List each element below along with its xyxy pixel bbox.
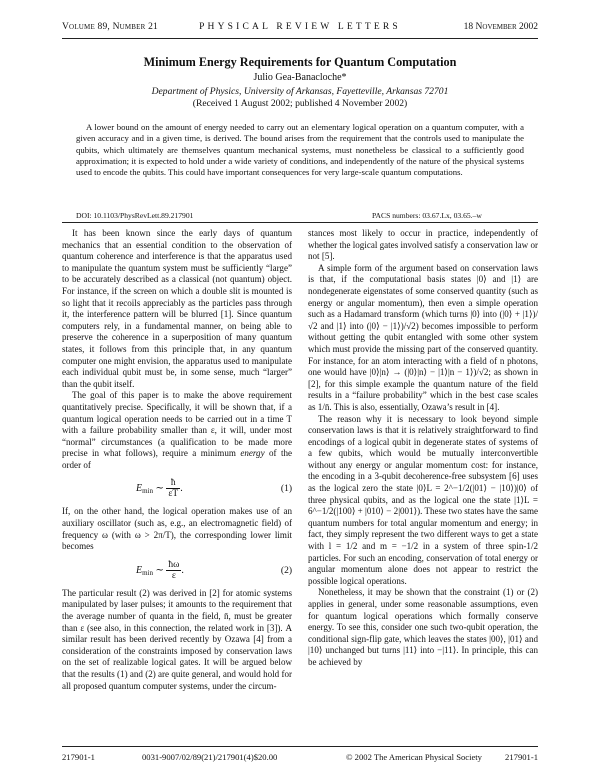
abstract: A lower bound on the amount of energy needed to carry out an elementary logical operation on a quantum computer, with a given accuracy and in a given time, is derived. The bound arises from the requirement that the controls used to manipulate the qubits, which ultimately are themselves quantum mechanical systems, must nonetheless be classical to a sufficiently good approximation; it is expected to hold under a wide variety of conditions, and independently of the nature of the physical systems used to encode the qubits. This could have important consequences for very large-scale quantum computations. xyxy=(76,122,524,178)
issue-date: 18 November 2002 xyxy=(463,22,538,32)
volume-label: Volume 89, Number 21 xyxy=(62,22,159,32)
paragraph: Nonetheless, it may be shown that the constraint (1) or (2) applies in general, under some reasonable assumptions, even for quantum logical operations which formally conserve energy. To see this, consider one such two-qubit operation, the conditional sign-flip gate, which leaves the states |00⟩, |01⟩ and |10⟩ unchanged but turns |11⟩ into −|11⟩. In principle, this can be achieved by xyxy=(308,587,538,667)
left-column xyxy=(62,228,292,692)
received-dates: (Received 1 August 2002; published 4 November 2002) xyxy=(192,98,408,109)
doi: DOI: 10.1103/PhysRevLett.89.217901 xyxy=(76,211,194,220)
paragraph: The reason why it is necessary to look beyond simple conservation laws is that it is relatively straightforward to find encodings of a logical qubit in degenerate states of systems of a few qubits, which would be mutually interconvertible without any energy or angular momentum cost: for instance, the encoding in a 3-qubit decoherence-free subsystem [6] uses as the logical zero the state |0⟩L = 2^−1/2(|01⟩ − |10⟩)|0⟩ of three physical qubits, and as the logical one the state |1⟩L = 6^−1/2(|100⟩ + |010⟩ − 2|001⟩). These two states have the same quantum numbers for total angular momentum and energy; in fact, they simply represent the two different ways to get a state with l = 1/2 and m = −1/2 in a system of three spin-1/2 particles. For such an encoding, conservation of total energy or angular momentum alone does not appear to restrict the possible logical operations. xyxy=(308,413,538,586)
affiliation: Department of Physics, University of Arkansas, Fayetteville, Arkansas 72701 xyxy=(151,86,449,97)
equation-2: $E_{min}$ ∼ $\frac{ħ\omega}{\varepsilon}$ . (2) xyxy=(136,559,292,581)
author-name: Julio Gea-Banacloche* xyxy=(253,72,347,83)
page-number-left: 217901-1 xyxy=(62,752,95,762)
paragraph: It has been known since the early days of quantum mechanics that an essential condition to the observation of quantum coherence and interference is that the apparatus used to manipulate the quantum system must be sufficiently “large” to be accurately described as a classical (not quantum) object. For instance, if the screen on which a double slit is mounted is so light that it recoils appreciably as the particles pass through it, the interference pattern will be blurred [1]. Since quantum computers rely, in a fundamental manner, on being able to preserve the coherence in a superposition of many quantum states, it follows from this principle that, in any quantum computer one might envision, the apparatus used to manipulate each individual qubit must be, in some sense, much “larger” than the qubit itself. xyxy=(62,228,292,389)
paragraph: stances most likely to occur in practice, independently of whether the logical gates involved satisfy a conservation law or not [5]. xyxy=(308,228,538,262)
running-header xyxy=(62,22,538,36)
journal-name: PHYSICAL REVIEW LETTERS xyxy=(199,22,401,32)
abstract-rule xyxy=(62,222,538,223)
equation-number: (2) xyxy=(280,565,292,576)
paragraph: The particular result (2) was derived in [2] for atomic systems manipulated by laser pulses; it amounts to the requirement that the average number of quanta in the field, n̄, must be greater than ε (see also, in this connection, the related work in [3]). A similar result has been derived recently by Ozawa [4] from a consideration of the constraints imposed by conservation laws on the set of realizable logical gates. It will be argued below that the results (1) and (2) are quite general, and would hold for all proposed quantum computer systems, under the circum- xyxy=(62,587,292,691)
equation-1: $E_{min}$ ∼ $\frac{ħ}{\varepsilon T}$ . (1) xyxy=(136,478,292,500)
paragraph: If, on the other hand, the logical operation makes use of an auxiliary oscillator (such as, e.g., an electromagnetic field) of frequency ω (with ω > 2π/T), the corresponding lower limit becomes xyxy=(62,506,292,552)
pacs-numbers: PACS numbers: 03.67.Lx, 03.65.–w xyxy=(372,211,482,220)
journal-code: 0031-9007/02/89(21)/217901(4)$20.00 xyxy=(142,752,278,762)
header-rule xyxy=(62,38,538,39)
copyright: © 2002 The American Physical Society xyxy=(346,752,482,762)
right-column xyxy=(308,228,538,669)
paragraph: A simple form of the argument based on conservation laws is that, if the computational basis states |0⟩ and |1⟩ are nondegenerate eigenstates of some conserved quantity (such as energy or angular momentum), then even a simple operation such as a Hadamard transform (which turns |0⟩ into (|0⟩ + |1⟩)/√2 and |1⟩ into (|0⟩ − |1⟩)/√2) becomes impossible to perform without getting the qubit entangled with some other system which must provide the missing part of the conserved quantity. For instance, for an atom interacting with a field of n photons, one would have |0⟩|n⟩ → (|0⟩|n⟩ − |1⟩|n − 1⟩)/√2; as shown in [2], for this simple example the quantum nature of the field results in a “failure probability” which in the best case scales as 1/n̄. This is also, essentially, Ozawa’s result in [4]. xyxy=(308,262,538,412)
page-footer xyxy=(62,752,538,764)
paragraph: The goal of this paper is to make the above requirement quantitatively precise. Specifically, it will be shown that, if a quantum logical operation needs to be carried out in a time T with a failure probability smaller than ε, it will, under most “normal” circumstances (a qualification to be made more precise in what follows), require a minimum energy of the order of xyxy=(62,390,292,470)
page-number-right: 217901-1 xyxy=(505,752,538,762)
footer-rule xyxy=(62,746,538,747)
equation-number: (1) xyxy=(280,484,292,495)
paper-title: Minimum Energy Requirements for Quantum Computation xyxy=(143,55,457,69)
